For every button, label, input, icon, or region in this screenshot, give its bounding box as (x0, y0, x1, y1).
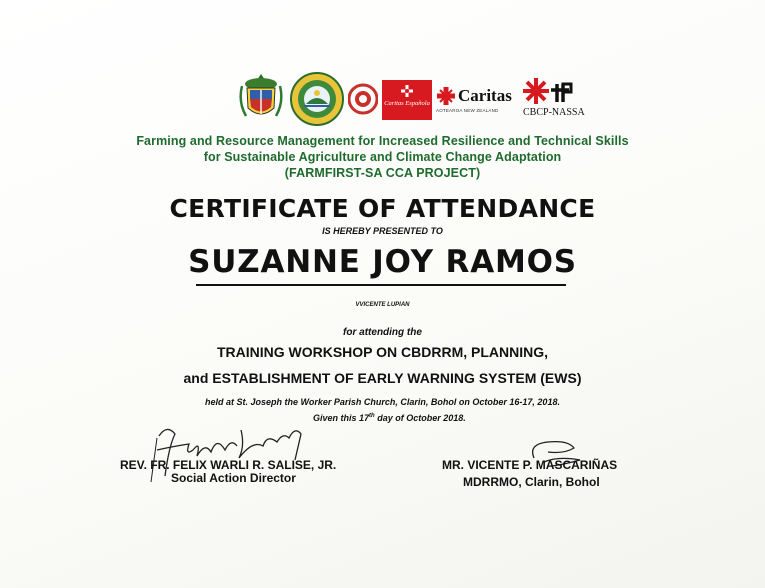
caritas-nz-logo (436, 84, 520, 120)
left-signatory-role: Social Action Director (171, 471, 296, 485)
presented-to-text: IS HEREBY PRESENTED TO (322, 226, 443, 236)
caritas-espanola-logo (382, 80, 432, 120)
right-signatory-role: MDRRMO, Clarin, Bohol (463, 475, 600, 489)
left-signatory-name: REV. FR. FELIX WARLI R. SALISE, JR. (120, 458, 337, 472)
given-date-text (313, 413, 466, 423)
red-emblem-logo (348, 76, 378, 122)
recipient-name: SUZANNE JOY RAMOS (188, 244, 577, 280)
name-underline (196, 284, 566, 286)
project-title-line-1: Farming and Resource Management for Increased Resilience and Technical Skills (136, 134, 629, 148)
venue-date-text: held at St. Joseph the Worker Parish Church, Clarin, Bohol on October 16-17, 2018. (205, 397, 560, 407)
training-title-line-2: and ESTABLISHMENT OF EARLY WARNING SYSTEM (EWS) (183, 370, 582, 386)
caritas-espanola-text: Caritas Española (384, 100, 430, 107)
training-title-line-1: TRAINING WORKSHOP ON CBDRRM, PLANNING, (216, 344, 549, 360)
cbcp-nassa-logo (523, 72, 585, 122)
cbcp-nassa-text: CBCP-NASSA (523, 107, 585, 118)
cbcp-emblem-icon (523, 76, 583, 106)
attending-text: for attending the (343, 327, 422, 338)
small-name-text: VVICENTE LUPIAN (355, 302, 410, 308)
given-pre: Given this 17 (313, 413, 370, 423)
caritas-flame-cross-icon (436, 86, 456, 106)
caritas-nz-name: Caritas (458, 86, 512, 105)
caritas-nz-subtitle: AOTEAROA NEW ZEALAND (436, 108, 499, 113)
right-signatory-name: MR. VICENTE P. MASCARIÑAS (442, 458, 618, 472)
caritas-cross-icon (397, 83, 417, 99)
municipal-seal-logo (290, 72, 344, 126)
certificate-title: CERTIFICATE OF ATTENDANCE (169, 194, 596, 223)
diocese-coat-of-arms-logo (238, 72, 284, 124)
project-acronym: (FARMFIRST-SA CCA PROJECT) (284, 166, 481, 180)
given-sup: th (369, 413, 375, 419)
given-post: day of October 2018. (374, 413, 466, 423)
project-title-line-2: for Sustainable Agriculture and Climate Change Adaptation (203, 150, 562, 164)
logo-strip (238, 72, 583, 132)
